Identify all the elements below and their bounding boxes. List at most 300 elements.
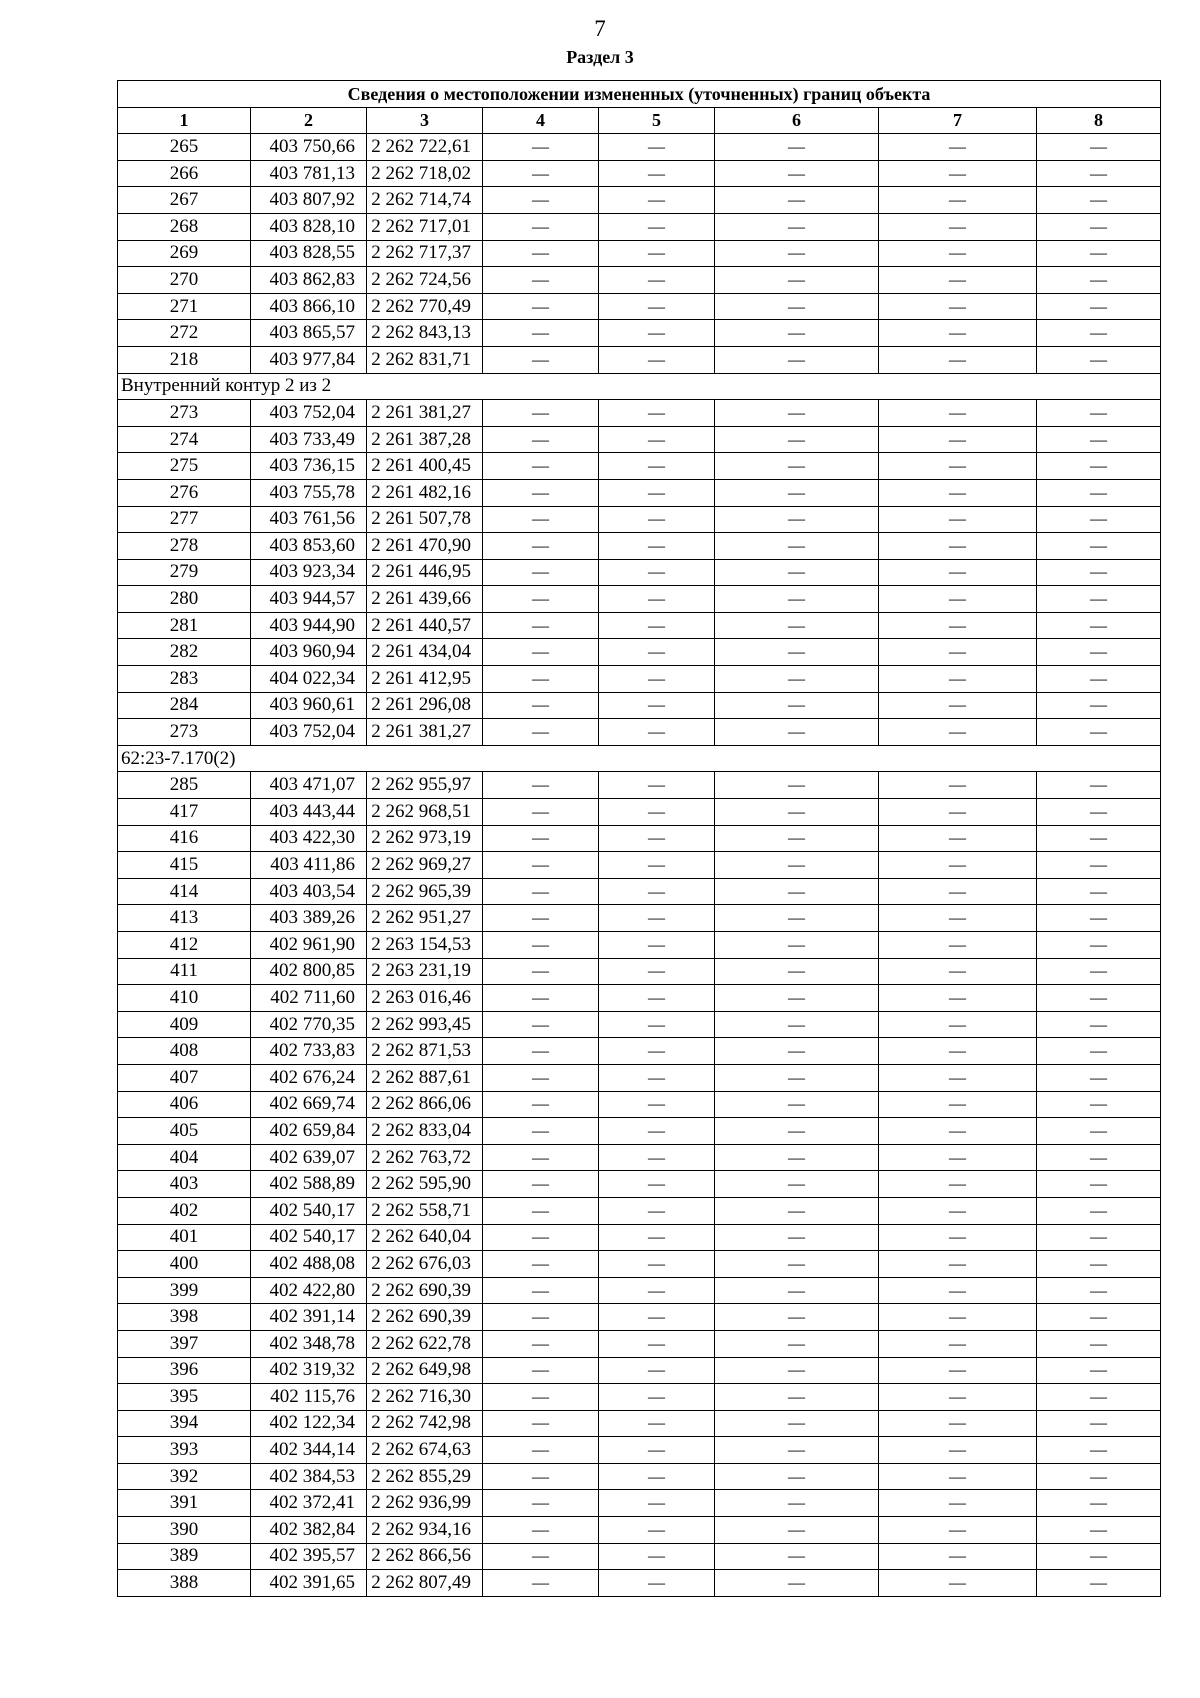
empty-value-dash: — (483, 905, 599, 932)
empty-value-dash: — (483, 187, 599, 214)
empty-value-dash: — (599, 1570, 715, 1597)
empty-value-dash: — (715, 506, 879, 533)
empty-value-dash: — (599, 719, 715, 746)
empty-value-dash: — (715, 240, 879, 267)
point-number-cell: 408 (118, 1038, 251, 1065)
empty-value-dash: — (1037, 719, 1161, 746)
empty-value-dash: — (483, 666, 599, 693)
table-row (118, 1330, 1161, 1357)
empty-value-dash: — (715, 1437, 879, 1464)
point-number-cell: 279 (118, 559, 251, 586)
empty-value-dash: — (483, 1357, 599, 1384)
empty-value-dash: — (715, 1064, 879, 1091)
empty-value-dash: — (879, 293, 1037, 320)
x-coordinate-cell: 402 800,85 (251, 958, 367, 985)
empty-value-dash: — (599, 586, 715, 613)
table-row (118, 293, 1161, 320)
point-number-cell: 278 (118, 533, 251, 560)
empty-value-dash: — (1037, 1118, 1161, 1145)
point-number-cell: 268 (118, 213, 251, 240)
table-row (118, 240, 1161, 267)
empty-value-dash: — (1037, 1224, 1161, 1251)
x-coordinate-cell: 403 923,34 (251, 559, 367, 586)
point-number-cell: 276 (118, 479, 251, 506)
empty-value-dash: — (715, 1118, 879, 1145)
empty-value-dash: — (1037, 506, 1161, 533)
empty-value-dash: — (1037, 932, 1161, 959)
point-number-cell: 392 (118, 1463, 251, 1490)
empty-value-dash: — (483, 1304, 599, 1331)
column-header: 2 (251, 107, 367, 134)
empty-value-dash: — (1037, 533, 1161, 560)
empty-value-dash: — (483, 1384, 599, 1411)
table-row (118, 1091, 1161, 1118)
empty-value-dash: — (483, 479, 599, 506)
x-coordinate-cell: 402 588,89 (251, 1171, 367, 1198)
empty-value-dash: — (599, 1517, 715, 1544)
point-number-cell: 393 (118, 1437, 251, 1464)
section-title: Раздел 3 (566, 47, 634, 67)
empty-value-dash: — (715, 1410, 879, 1437)
empty-value-dash: — (715, 905, 879, 932)
y-coordinate-cell: 2 262 843,13 (367, 320, 483, 347)
empty-value-dash: — (483, 1091, 599, 1118)
table-row (118, 479, 1161, 506)
empty-value-dash: — (1037, 1251, 1161, 1278)
point-number-cell: 410 (118, 985, 251, 1012)
point-number-cell: 274 (118, 426, 251, 453)
empty-value-dash: — (1037, 1197, 1161, 1224)
x-coordinate-cell: 403 755,78 (251, 479, 367, 506)
table-row (118, 958, 1161, 985)
empty-value-dash: — (1037, 612, 1161, 639)
empty-value-dash: — (483, 1064, 599, 1091)
point-number-cell: 391 (118, 1490, 251, 1517)
table-row (118, 1357, 1161, 1384)
table-row (118, 346, 1161, 373)
table-row (118, 134, 1161, 161)
empty-value-dash: — (1037, 293, 1161, 320)
empty-value-dash: — (1037, 1144, 1161, 1171)
y-coordinate-cell: 2 262 674,63 (367, 1437, 483, 1464)
empty-value-dash: — (599, 799, 715, 826)
table-row (118, 1410, 1161, 1437)
empty-value-dash: — (879, 479, 1037, 506)
point-number-cell: 266 (118, 160, 251, 187)
empty-value-dash: — (1037, 1330, 1161, 1357)
empty-value-dash: — (599, 240, 715, 267)
empty-value-dash: — (879, 825, 1037, 852)
column-header: 3 (367, 107, 483, 134)
empty-value-dash: — (483, 506, 599, 533)
empty-value-dash: — (715, 533, 879, 560)
x-coordinate-cell: 403 960,94 (251, 639, 367, 666)
empty-value-dash: — (879, 400, 1037, 427)
empty-value-dash: — (1037, 1517, 1161, 1544)
table-body (118, 134, 1161, 1597)
y-coordinate-cell: 2 262 866,56 (367, 1543, 483, 1570)
x-coordinate-cell: 403 960,61 (251, 692, 367, 719)
empty-value-dash: — (879, 1357, 1037, 1384)
y-coordinate-cell: 2 262 714,74 (367, 187, 483, 214)
empty-value-dash: — (1037, 692, 1161, 719)
empty-value-dash: — (599, 1543, 715, 1570)
y-coordinate-cell: 2 263 231,19 (367, 958, 483, 985)
point-number-cell: 281 (118, 612, 251, 639)
table-row (118, 213, 1161, 240)
x-coordinate-cell: 403 807,92 (251, 187, 367, 214)
empty-value-dash: — (1037, 267, 1161, 294)
empty-value-dash: — (715, 639, 879, 666)
table-row (118, 1437, 1161, 1464)
empty-value-dash: — (599, 1011, 715, 1038)
empty-value-dash: — (879, 1144, 1037, 1171)
empty-value-dash: — (715, 666, 879, 693)
empty-value-dash: — (483, 1038, 599, 1065)
empty-value-dash: — (879, 320, 1037, 347)
empty-value-dash: — (715, 586, 879, 613)
empty-value-dash: — (1037, 586, 1161, 613)
empty-value-dash: — (715, 692, 879, 719)
point-number-cell: 271 (118, 293, 251, 320)
y-coordinate-cell: 2 261 470,90 (367, 533, 483, 560)
point-number-cell: 400 (118, 1251, 251, 1278)
y-coordinate-cell: 2 262 716,30 (367, 1384, 483, 1411)
x-coordinate-cell: 403 471,07 (251, 772, 367, 799)
contour-group-label: 62:23-7.170(2) (118, 745, 1161, 772)
point-number-cell: 273 (118, 719, 251, 746)
point-number-cell: 415 (118, 852, 251, 879)
x-coordinate-cell: 403 750,66 (251, 134, 367, 161)
table-row (118, 1144, 1161, 1171)
empty-value-dash: — (483, 1251, 599, 1278)
y-coordinate-cell: 2 262 622,78 (367, 1330, 483, 1357)
empty-value-dash: — (879, 1517, 1037, 1544)
empty-value-dash: — (483, 1517, 599, 1544)
empty-value-dash: — (483, 134, 599, 161)
x-coordinate-cell: 403 853,60 (251, 533, 367, 560)
x-coordinate-cell: 402 961,90 (251, 932, 367, 959)
x-coordinate-cell: 402 540,17 (251, 1197, 367, 1224)
empty-value-dash: — (483, 692, 599, 719)
empty-value-dash: — (715, 1197, 879, 1224)
y-coordinate-cell: 2 262 717,37 (367, 240, 483, 267)
empty-value-dash: — (1037, 1490, 1161, 1517)
empty-value-dash: — (599, 1091, 715, 1118)
empty-value-dash: — (1037, 1357, 1161, 1384)
table-row (118, 825, 1161, 852)
empty-value-dash: — (715, 346, 879, 373)
point-number-cell: 265 (118, 134, 251, 161)
y-coordinate-cell: 2 261 381,27 (367, 400, 483, 427)
empty-value-dash: — (715, 719, 879, 746)
empty-value-dash: — (599, 187, 715, 214)
empty-value-dash: — (879, 187, 1037, 214)
y-coordinate-cell: 2 261 446,95 (367, 559, 483, 586)
empty-value-dash: — (599, 267, 715, 294)
empty-value-dash: — (879, 878, 1037, 905)
y-coordinate-cell: 2 262 595,90 (367, 1171, 483, 1198)
y-coordinate-cell: 2 261 296,08 (367, 692, 483, 719)
empty-value-dash: — (879, 1463, 1037, 1490)
empty-value-dash: — (599, 825, 715, 852)
y-coordinate-cell: 2 261 440,57 (367, 612, 483, 639)
empty-value-dash: — (715, 1570, 879, 1597)
empty-value-dash: — (879, 1330, 1037, 1357)
point-number-cell: 404 (118, 1144, 251, 1171)
table-row (118, 1543, 1161, 1570)
empty-value-dash: — (483, 1144, 599, 1171)
empty-value-dash: — (879, 639, 1037, 666)
empty-value-dash: — (483, 533, 599, 560)
empty-value-dash: — (599, 559, 715, 586)
empty-value-dash: — (879, 533, 1037, 560)
table-row (118, 1171, 1161, 1198)
x-coordinate-cell: 403 862,83 (251, 267, 367, 294)
point-number-cell: 390 (118, 1517, 251, 1544)
y-coordinate-cell: 2 261 439,66 (367, 586, 483, 613)
x-coordinate-cell: 403 866,10 (251, 293, 367, 320)
y-coordinate-cell: 2 262 968,51 (367, 799, 483, 826)
empty-value-dash: — (1037, 878, 1161, 905)
empty-value-dash: — (879, 1171, 1037, 1198)
table-row (118, 1038, 1161, 1065)
table-row (118, 666, 1161, 693)
empty-value-dash: — (599, 878, 715, 905)
x-coordinate-cell: 404 022,34 (251, 666, 367, 693)
page-number: 7 (594, 16, 606, 41)
empty-value-dash: — (715, 213, 879, 240)
empty-value-dash: — (599, 1197, 715, 1224)
empty-value-dash: — (599, 1410, 715, 1437)
empty-value-dash: — (715, 1330, 879, 1357)
table-row (118, 320, 1161, 347)
empty-value-dash: — (879, 958, 1037, 985)
empty-value-dash: — (599, 772, 715, 799)
y-coordinate-cell: 2 262 951,27 (367, 905, 483, 932)
empty-value-dash: — (1037, 1543, 1161, 1570)
empty-value-dash: — (483, 426, 599, 453)
empty-value-dash: — (879, 426, 1037, 453)
y-coordinate-cell: 2 262 831,71 (367, 346, 483, 373)
empty-value-dash: — (1037, 1304, 1161, 1331)
empty-value-dash: — (879, 346, 1037, 373)
table-row (118, 639, 1161, 666)
y-coordinate-cell: 2 261 400,45 (367, 453, 483, 480)
table-row (118, 1064, 1161, 1091)
empty-value-dash: — (715, 1543, 879, 1570)
table-row (118, 559, 1161, 586)
y-coordinate-cell: 2 261 507,78 (367, 506, 483, 533)
point-number-cell: 396 (118, 1357, 251, 1384)
y-coordinate-cell: 2 262 936,99 (367, 1490, 483, 1517)
empty-value-dash: — (879, 772, 1037, 799)
empty-value-dash: — (1037, 1171, 1161, 1198)
empty-value-dash: — (483, 559, 599, 586)
point-number-cell: 397 (118, 1330, 251, 1357)
empty-value-dash: — (483, 1171, 599, 1198)
point-number-cell: 394 (118, 1410, 251, 1437)
table-row (118, 1011, 1161, 1038)
x-coordinate-cell: 403 736,15 (251, 453, 367, 480)
empty-value-dash: — (715, 825, 879, 852)
empty-value-dash: — (715, 1357, 879, 1384)
x-coordinate-cell: 402 770,35 (251, 1011, 367, 1038)
empty-value-dash: — (483, 1490, 599, 1517)
table-row (118, 506, 1161, 533)
column-header: 8 (1037, 107, 1161, 134)
empty-value-dash: — (715, 134, 879, 161)
y-coordinate-cell: 2 262 722,61 (367, 134, 483, 161)
empty-value-dash: — (599, 1304, 715, 1331)
point-number-cell: 405 (118, 1118, 251, 1145)
empty-value-dash: — (715, 1011, 879, 1038)
x-coordinate-cell: 402 488,08 (251, 1251, 367, 1278)
y-coordinate-cell: 2 261 412,95 (367, 666, 483, 693)
empty-value-dash: — (599, 1251, 715, 1278)
empty-value-dash: — (879, 1437, 1037, 1464)
point-number-cell: 406 (118, 1091, 251, 1118)
point-number-cell: 413 (118, 905, 251, 932)
empty-value-dash: — (483, 160, 599, 187)
empty-value-dash: — (879, 1011, 1037, 1038)
y-coordinate-cell: 2 263 016,46 (367, 985, 483, 1012)
empty-value-dash: — (483, 799, 599, 826)
y-coordinate-cell: 2 262 934,16 (367, 1517, 483, 1544)
table-row (118, 267, 1161, 294)
x-coordinate-cell: 403 865,57 (251, 320, 367, 347)
x-coordinate-cell: 402 733,83 (251, 1038, 367, 1065)
empty-value-dash: — (483, 772, 599, 799)
table-title-row (118, 81, 1161, 108)
point-number-cell: 401 (118, 1224, 251, 1251)
x-coordinate-cell: 402 319,32 (251, 1357, 367, 1384)
table-row (118, 799, 1161, 826)
empty-value-dash: — (715, 559, 879, 586)
empty-value-dash: — (879, 905, 1037, 932)
y-coordinate-cell: 2 262 855,29 (367, 1463, 483, 1490)
y-coordinate-cell: 2 262 969,27 (367, 852, 483, 879)
y-coordinate-cell: 2 263 154,53 (367, 932, 483, 959)
empty-value-dash: — (599, 1277, 715, 1304)
empty-value-dash: — (599, 400, 715, 427)
empty-value-dash: — (715, 958, 879, 985)
x-coordinate-cell: 402 659,84 (251, 1118, 367, 1145)
point-number-cell: 409 (118, 1011, 251, 1038)
empty-value-dash: — (879, 1091, 1037, 1118)
empty-value-dash: — (715, 1490, 879, 1517)
empty-value-dash: — (715, 985, 879, 1012)
empty-value-dash: — (1037, 985, 1161, 1012)
empty-value-dash: — (599, 612, 715, 639)
column-header: 6 (715, 107, 879, 134)
x-coordinate-cell: 402 384,53 (251, 1463, 367, 1490)
table-row (118, 426, 1161, 453)
point-number-cell: 280 (118, 586, 251, 613)
table-row (118, 878, 1161, 905)
empty-value-dash: — (483, 586, 599, 613)
empty-value-dash: — (715, 320, 879, 347)
empty-value-dash: — (483, 320, 599, 347)
empty-value-dash: — (715, 160, 879, 187)
x-coordinate-cell: 402 540,17 (251, 1224, 367, 1251)
x-coordinate-cell: 402 669,74 (251, 1091, 367, 1118)
empty-value-dash: — (715, 267, 879, 294)
x-coordinate-cell: 403 422,30 (251, 825, 367, 852)
empty-value-dash: — (879, 1224, 1037, 1251)
empty-value-dash: — (599, 1490, 715, 1517)
empty-value-dash: — (1037, 799, 1161, 826)
x-coordinate-cell: 402 122,34 (251, 1410, 367, 1437)
y-coordinate-cell: 2 262 742,98 (367, 1410, 483, 1437)
empty-value-dash: — (879, 1543, 1037, 1570)
empty-value-dash: — (715, 479, 879, 506)
empty-value-dash: — (879, 799, 1037, 826)
y-coordinate-cell: 2 262 807,49 (367, 1570, 483, 1597)
x-coordinate-cell: 402 372,41 (251, 1490, 367, 1517)
point-number-cell: 218 (118, 346, 251, 373)
x-coordinate-cell: 402 391,14 (251, 1304, 367, 1331)
empty-value-dash: — (599, 479, 715, 506)
x-coordinate-cell: 403 752,04 (251, 719, 367, 746)
empty-value-dash: — (599, 932, 715, 959)
empty-value-dash: — (1037, 1410, 1161, 1437)
empty-value-dash: — (879, 852, 1037, 879)
table-row (118, 400, 1161, 427)
point-number-cell: 285 (118, 772, 251, 799)
x-coordinate-cell: 402 348,78 (251, 1330, 367, 1357)
y-coordinate-cell: 2 262 763,72 (367, 1144, 483, 1171)
empty-value-dash: — (879, 666, 1037, 693)
empty-value-dash: — (879, 932, 1037, 959)
contour-group-row (118, 373, 1161, 400)
table-row (118, 1304, 1161, 1331)
empty-value-dash: — (599, 453, 715, 480)
point-number-cell: 399 (118, 1277, 251, 1304)
x-coordinate-cell: 403 944,57 (251, 586, 367, 613)
empty-value-dash: — (715, 426, 879, 453)
x-coordinate-cell: 403 403,54 (251, 878, 367, 905)
empty-value-dash: — (879, 1490, 1037, 1517)
empty-value-dash: — (483, 346, 599, 373)
point-number-cell: 412 (118, 932, 251, 959)
point-number-cell: 402 (118, 1197, 251, 1224)
empty-value-dash: — (715, 799, 879, 826)
empty-value-dash: — (1037, 426, 1161, 453)
table-row (118, 905, 1161, 932)
column-header: 7 (879, 107, 1037, 134)
y-coordinate-cell: 2 262 871,53 (367, 1038, 483, 1065)
empty-value-dash: — (1037, 852, 1161, 879)
empty-value-dash: — (715, 293, 879, 320)
empty-value-dash: — (483, 213, 599, 240)
empty-value-dash: — (1037, 1011, 1161, 1038)
empty-value-dash: — (599, 1038, 715, 1065)
empty-value-dash: — (483, 825, 599, 852)
empty-value-dash: — (879, 506, 1037, 533)
empty-value-dash: — (1037, 240, 1161, 267)
empty-value-dash: — (483, 240, 599, 267)
empty-value-dash: — (1037, 772, 1161, 799)
x-coordinate-cell: 403 944,90 (251, 612, 367, 639)
empty-value-dash: — (715, 1171, 879, 1198)
point-number-cell: 411 (118, 958, 251, 985)
y-coordinate-cell: 2 261 387,28 (367, 426, 483, 453)
y-coordinate-cell: 2 261 434,04 (367, 639, 483, 666)
point-number-cell: 275 (118, 453, 251, 480)
y-coordinate-cell: 2 262 676,03 (367, 1251, 483, 1278)
empty-value-dash: — (879, 1384, 1037, 1411)
